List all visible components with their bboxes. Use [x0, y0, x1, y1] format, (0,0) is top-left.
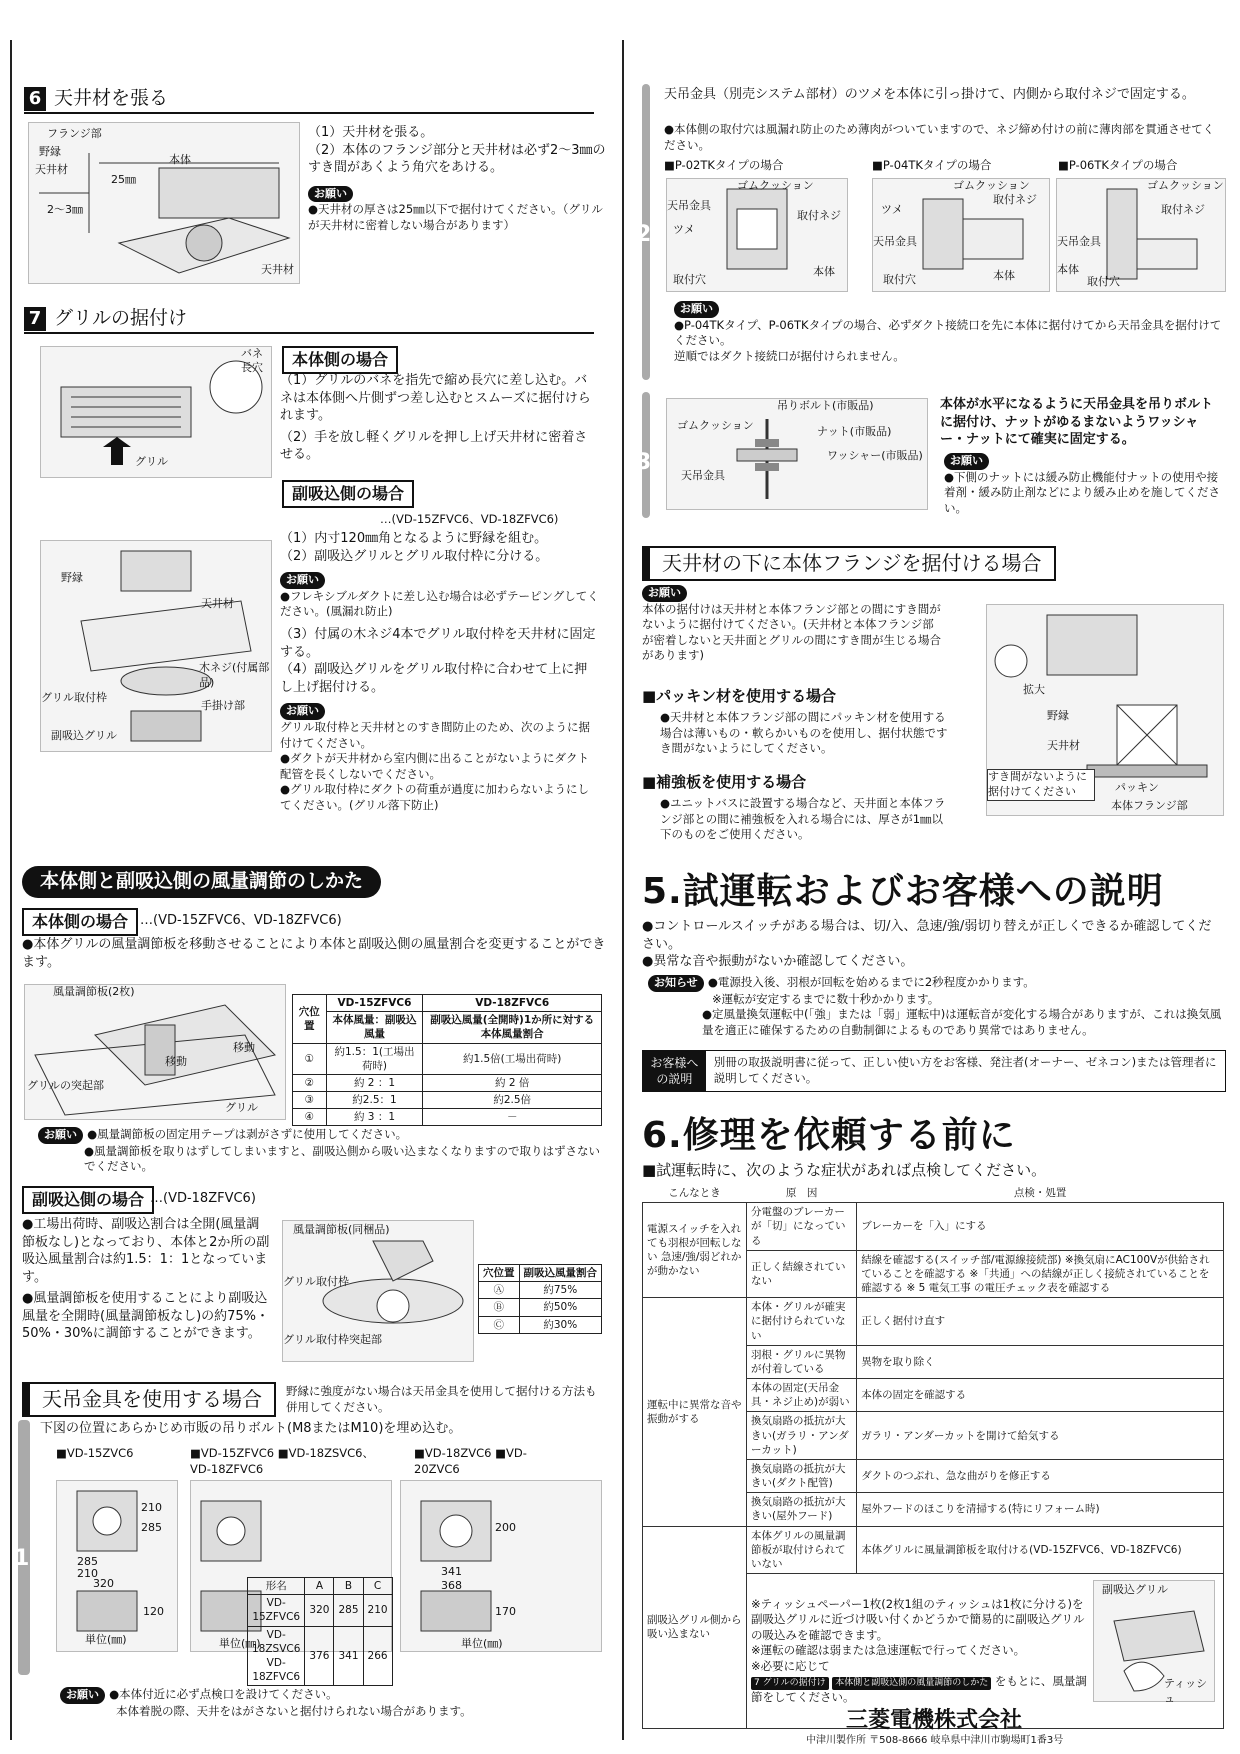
footer-address: 中津川製作所 〒508-8666 岐阜県中津川市駒場町1番3号: [806, 1735, 1064, 1746]
step2-note-line-2: 逆順ではダクト接続口が据付けられません。: [674, 348, 905, 363]
cause-cell: 換気扇路の抵抗が大きい(屋外フード): [747, 1493, 857, 1526]
symptom-cell: 電源スイッチを入れても羽根が回転しない 急速/強/弱どれかが動かない: [643, 1203, 747, 1298]
label-screw2: 取付ネジ: [993, 193, 1037, 206]
fig-label-frame-protrusion: グリル取付枠突起部: [283, 1333, 382, 1346]
ref-airflow-adjust: 本体側と副吸込側の風量調節のしかた: [832, 1677, 991, 1689]
tissue-line-3: ※必要に応じて: [751, 1658, 830, 1673]
sub-note1: ●フレキシブルダクトに差し込む場合は必ずテーピングしてください。(風漏れ防止): [280, 588, 599, 619]
fig-label-ceiling2: 天井材: [261, 263, 294, 276]
cell: A: [305, 1578, 334, 1595]
sec5-info-line-3: ●定風量換気運転中(「強」または「弱」運転中)は運転音が変化する場合がありますが、これは換気風量を適正に確保するための自動制御によるものであり異常ではありません。: [702, 1007, 1222, 1037]
label-bolt: 吊りボルト(市販品): [777, 399, 874, 412]
type-3-title: ■P-06TKタイプの場合: [1058, 158, 1178, 172]
label-body3: 本体: [1057, 263, 1079, 276]
cause-cell: 正しく結線されていない: [747, 1250, 857, 1298]
sec5-info-line-2: ※運転が安定するまでに数十秒かかります。: [712, 991, 940, 1006]
dim-341: 341: [441, 1565, 462, 1578]
sub-side-step-2: （2）副吸込グリルとグリル取付枠に分ける。: [280, 548, 549, 564]
customer-text: 別冊の取扱説明書に従って、正しい使い方をお客様、発注者(オーナー、ゼネコン)または管理者に説明してください。: [713, 1055, 1217, 1085]
cell: 約30%: [519, 1316, 602, 1333]
flange-figure: [986, 604, 1224, 816]
p04tk-figure: [872, 178, 1050, 292]
action-cell: 本体の固定を確認する: [857, 1379, 1224, 1412]
sub-note2-badge: お願い: [280, 703, 325, 720]
cell: 約 2 倍: [423, 1074, 602, 1091]
main-side-step-1: （1）グリルのバネを指先で縮め長穴に差し込む。バネは本体側へ片側ずつ差し込むとスムーズに据付けられます。: [280, 373, 591, 424]
label-rubber3: ゴムクッション: [1147, 179, 1224, 192]
airflow-col-model1-sub: 本体風量：副吸込風量: [326, 1012, 423, 1043]
label-hole3: 取付穴: [1087, 275, 1120, 288]
label-claw: ツメ: [673, 223, 695, 236]
cell: 形名: [248, 1578, 305, 1595]
cell: Ⓐ: [479, 1282, 520, 1299]
ceiling-material-figure: [28, 122, 300, 284]
airflow-main-text: ●本体グリルの風量調節板を移動させることにより本体と副吸込側の風量割合を変更することができます。: [22, 937, 606, 970]
sec6-title: 天井材を張る: [54, 87, 169, 109]
sec5-lines: [642, 918, 1224, 971]
plate-text: ●ユニットバスに設置する場合など、天井面と本体フランジ部との間に補強板を入れる場合には、厚さが1㎜以下のものをご使用ください。: [660, 796, 946, 842]
hanger-model-2: ■VD-15ZFVC6 ■VD-18ZSVC6、VD-18ZFVC6: [190, 1446, 374, 1476]
action-cell: 屋外フードのほこりを清掃する(特にリフォーム時): [857, 1493, 1224, 1526]
label-tissue: ティッシュ: [1164, 1677, 1208, 1705]
label-packing: パッキン: [1115, 781, 1159, 794]
table-row: [248, 1626, 393, 1686]
sec6-note-badge: お願い: [308, 186, 353, 203]
cell: 約2.5：1: [326, 1092, 423, 1109]
flange-heading: 天井材の下に本体フランジを据付ける場合: [642, 546, 1056, 581]
cell: C: [363, 1578, 392, 1595]
sec6-note: ●天井材の厚さは25㎜以下で据付けてください。（グリルが天井材に密着しない場合があります）: [308, 202, 603, 232]
flange-note-badge: お願い: [642, 585, 687, 602]
airflow-note-line-1: ●風量調節板の固定用テープは剥がさずに使用してください。: [87, 1127, 408, 1141]
table-row: [643, 1203, 1224, 1251]
step2-note-badge: お願い: [674, 301, 719, 318]
cause-cell: 分電盤のブレーカーが「切」になっている: [747, 1203, 857, 1251]
fig-label-spring: バネ: [241, 347, 263, 360]
cell: 約1.5倍(工場出荷時): [423, 1043, 602, 1074]
sub-note2-line-2: ●ダクトが天井材から室内側に出ることがないようにダクト配管を長くしないでください。: [280, 751, 590, 781]
sec5-line-2: ●異常な音や振動がないか確認してください。: [642, 954, 914, 970]
label-hanger: 天吊金具: [667, 199, 711, 212]
label-body2: 本体: [993, 269, 1015, 282]
cell: 約1.5：1(工場出荷時): [326, 1043, 423, 1074]
step3-figure: [666, 398, 928, 510]
label-nut: ナット(市販品): [817, 425, 892, 438]
step-1-number: 1: [14, 1546, 30, 1571]
sec6b-title: 6.修理を依頼する前に: [642, 1115, 1016, 1156]
cell: VD-18ZSVC6 VD-18ZFVC6: [248, 1626, 305, 1686]
cell: 約 2 ：1: [326, 1074, 423, 1091]
hanger-note-badge: お願い: [60, 1687, 105, 1704]
main-side-steps: [280, 372, 600, 464]
fig-label-grille-frame: グリル取付枠: [41, 691, 107, 704]
table-row: [293, 1109, 602, 1126]
sec5-info-badge: お知らせ: [648, 975, 704, 992]
cell: 376: [305, 1626, 334, 1686]
sec5-info: [648, 974, 1224, 1038]
action-cell: 本体グリルに風量調節板を取付ける(VD-15ZFVC6、VD-18ZFVC6): [857, 1526, 1224, 1574]
cell: 約 3 ：1: [326, 1109, 423, 1126]
label-rubber4: ゴムクッション: [677, 419, 754, 432]
sub-side-step-1: （1）内寸120㎜角となるように野縁を組む。: [280, 531, 548, 546]
cell: 320: [305, 1595, 334, 1626]
dim-170: 170: [495, 1605, 516, 1618]
action-cell: ダクトのつぶれ、急な曲がりを修正する: [857, 1459, 1224, 1492]
cause-cell: 本体・グリルが確実に据付けられていない: [747, 1298, 857, 1346]
step-2-number: 2: [636, 222, 652, 247]
sec7-title: グリルの据付け: [54, 307, 188, 329]
step-3-number: 3: [636, 450, 652, 475]
dim-320: 320: [93, 1577, 114, 1590]
customer-box: [642, 1050, 1226, 1092]
airflow-note: [38, 1126, 608, 1175]
cell: 210: [363, 1595, 392, 1626]
label-claw2: ツメ: [881, 203, 903, 216]
label-hanger2: 天吊金具: [873, 235, 917, 248]
dim-210b: 210: [141, 1501, 162, 1514]
sub-side-step-3: （3）付属の木ネジ4本でグリル取付枠を天井材に固定する。: [280, 626, 596, 660]
step2-note-line-1: ●P-04TKタイプ、P-06TKタイプの場合、必ずダクト接続口を先に本体に据付けてから天吊金具を据付けてください。: [674, 317, 1222, 348]
trouble-table: [642, 1184, 1224, 1729]
ref-grille-install: 7 グリルの据付け: [751, 1677, 829, 1689]
main-side-heading: 本体側の場合: [282, 346, 398, 374]
p02tk-figure: [666, 178, 848, 292]
cell: 285: [334, 1595, 363, 1626]
action-cell: 正しく据付け直す: [857, 1298, 1224, 1346]
main-side-step-2: （2）手を放し軽くグリルを押し上げ天井材に密着させる。: [280, 429, 588, 463]
action-cell: 結線を確認する(スイッチ部/電源線接続部) ※換気扇にAC100Vが供給されていることを確認する ※「共通」への結線が正しく接続されていることを確認する ※ 5 電気工事 の電圧チェック表を確認する: [857, 1250, 1224, 1298]
unit-label-3: 単位(㎜): [461, 1637, 503, 1650]
airflow-main-heading: 本体側の場合: [22, 908, 138, 936]
fig-label-damper: 風量調節板(2枚): [53, 985, 135, 998]
unit-label-2: 単位(㎜): [219, 1637, 261, 1650]
cause-cell: 本体の固定(天吊金具・ネジ止め)が弱い: [747, 1379, 857, 1412]
sub-note2-line-3: ●グリル取付枠にダクトの荷重が過度に加わらないようにしてください。(グリル落下防止): [280, 782, 590, 812]
sec6-steps: [308, 124, 608, 234]
left-margin-rule: [10, 40, 12, 1740]
hanger-model-1: ■VD-15ZVC6: [56, 1446, 134, 1460]
fig-label-move1: 移動: [165, 1055, 187, 1068]
sub-side-steps: [280, 530, 600, 813]
cell: －: [423, 1109, 602, 1126]
sec5-title: 5.試運転およびお客様への説明: [642, 871, 1164, 912]
airflow-col-model2: VD-18ZFVC6: [423, 995, 602, 1012]
sub-airflow-table: [478, 1264, 602, 1334]
dim-285: 285: [77, 1555, 98, 1568]
label-screw3: 取付ネジ: [1161, 203, 1205, 216]
fig-label-damper-sub: 風量調節板(同梱品): [293, 1223, 390, 1236]
hanger-intro: 下図の位置にあらかじめ市販の吊りボルト(M8またはM10)を埋め込む。: [40, 1421, 462, 1436]
trouble-col-action: 点検・処置: [1013, 1187, 1067, 1199]
sec6-number: 6: [24, 87, 46, 111]
step3-note-badge: お願い: [944, 453, 989, 470]
hanger-note-line-1: ●本体付近に必ず点検口を設けてください。: [109, 1687, 338, 1701]
airflow-sub-line-2: ●風量調節板を使用することにより副吸込風量を全開時(風量調節板なし)の約75%・50%・30%に調節することができます。: [22, 1291, 270, 1342]
symptom-cell: 副吸込グリル側から吸い込まない: [643, 1526, 747, 1729]
abc-table: [247, 1577, 393, 1686]
label-hole2: 取付穴: [883, 273, 916, 286]
model2-figure: [190, 1480, 392, 1684]
footer-company: 三菱電機株式会社: [846, 1708, 1023, 1733]
model1-figure: [56, 1480, 178, 1652]
sec5-info-line-1: ●電源投入後、羽根が回転を始めるまでに2秒程度かかります。: [707, 975, 1035, 989]
p06tk-figure: [1056, 178, 1226, 292]
label-ceiling4: 天井材: [1047, 739, 1080, 752]
customer-label: お客様への説明: [643, 1051, 706, 1091]
label-hole: 取付穴: [673, 273, 706, 286]
dim-120: 120: [143, 1605, 164, 1618]
airflow-note-line-2: ●風量調節板を取りはずしてしまいますと、副吸込側から吸い込まなくなりますので取りはずさないでください。: [84, 1143, 601, 1174]
cell: Ⓒ: [479, 1316, 520, 1333]
label-zoom: 拡大: [1023, 683, 1045, 696]
label-washer: ワッシャー(市販品): [827, 449, 923, 462]
table-row: [248, 1595, 393, 1626]
fig-label-gap: 2〜3㎜: [47, 203, 83, 216]
airflow-sub-text: [22, 1216, 272, 1343]
step2-note: [674, 300, 1224, 364]
sub-table-col-ratio: 副吸込風量割合: [519, 1265, 602, 1282]
step2-text: 天吊金具（別売システム部材）のツメを本体に引っ掛けて、内側から取付ネジで固定する。: [664, 87, 1195, 102]
packing-text: ●天井材と本体フランジ部の間にパッキン材を使用する場合は薄いもの・軟らかいものを使用し、据付状態ですき間がないようにしてください。: [660, 710, 948, 756]
airflow-note-badge: お願い: [38, 1127, 83, 1144]
sub-note1-badge: お願い: [280, 572, 325, 589]
cause-cell: 換気扇路の抵抗が大きい(ガラリ・アンダーカット): [747, 1412, 857, 1460]
sub-side-heading: 副吸込側の場合: [282, 480, 414, 508]
trouble-col-cause: 原 因: [785, 1187, 818, 1199]
fig-label-ceiling: 天井材: [35, 163, 68, 176]
tissue-line-4: をもとに、風量調節をしてください。: [751, 1674, 1087, 1704]
table-row: [479, 1282, 602, 1299]
flange-note: [642, 584, 942, 664]
tissue-text: [751, 1597, 1091, 1706]
action-cell: ガラリ・アンダーカットを開けて給気する: [857, 1412, 1224, 1460]
sec5-line-1: ●コントロールスイッチがある場合は、切/入、急速/強/弱切り替えが正しくできるか確認してください。: [642, 919, 1212, 952]
packing-heading: ■パッキン材を使用する場合: [642, 687, 837, 705]
label-noburi3: 野縁: [1047, 709, 1069, 722]
sec7-number: 7: [24, 307, 46, 331]
sec6b-lead: ■試運転時に、次のような症状があれば点検してください。: [642, 1161, 1047, 1179]
cause-cell: 換気扇路の抵抗が大きい(ダクト配管): [747, 1459, 857, 1492]
dim-210: 210: [77, 1567, 98, 1580]
label-sub-grille2: 副吸込グリル: [1102, 1583, 1168, 1597]
cell: 約2.5倍: [423, 1092, 602, 1109]
hanger-model-3: ■VD-18ZVC6 ■VD-20ZVC6: [414, 1446, 527, 1476]
sec6-step-2: （2）本体のフランジ部分と天井材は必ず2〜3㎜のすき間があくよう角穴をあける。: [308, 142, 606, 176]
step2-sub: ●本体側の取付穴は風漏れ防止のため薄肉がついていますので、ネジ締め付けの前に薄肉部を貫通させてください。: [664, 122, 1215, 152]
cause-cell: 本体グリルの風量調節板が取付けられていない: [747, 1526, 857, 1574]
sec7-heading: [24, 306, 594, 334]
table-row: [479, 1299, 602, 1316]
cell: B: [334, 1578, 363, 1595]
sub-grille-figure: [40, 540, 272, 752]
tissue-line-1: ※ティッシュペーパー1枚(2枚1組のティッシュは1枚に分ける)を副吸込グリルに近づけ吸い付くかどうかで簡易的に副吸込グリルの吸込みを確認できます。: [751, 1596, 1085, 1642]
table-row: [479, 1316, 602, 1333]
cell: 約50%: [519, 1299, 602, 1316]
fig-label-noburi: 野縁: [39, 145, 61, 158]
fig-label-grille-protrusion: グリルの突起部: [27, 1079, 104, 1092]
dim-200: 200: [495, 1521, 516, 1534]
label-hanger4: 天吊金具: [681, 469, 725, 482]
cell: ④: [293, 1109, 327, 1126]
label-no-gap: すき間がないように据付けてください: [987, 769, 1095, 801]
dim-368: 368: [441, 1579, 462, 1592]
table-row: [293, 1092, 602, 1109]
trouble-col-when: こんなとき: [668, 1187, 721, 1199]
label-body: 本体: [813, 265, 835, 278]
airflow-main-models: …(VD-15ZFVC6、VD-18ZFVC6): [140, 913, 342, 928]
damper-figure: [24, 984, 286, 1120]
sub-damper-figure: [282, 1220, 474, 1362]
step3-text: 本体が水平になるように天吊金具を吊りボルトに据付け、ナットがゆるまないようワッシャー・ナットにて確実に固定する。: [940, 397, 1214, 448]
model3-diagram: [401, 1481, 601, 1651]
hanger-note: [60, 1686, 600, 1719]
sub-side-models: …(VD-15ZFVC6、VD-18ZFVC6): [380, 512, 559, 526]
step3-note-text: ●下側のナットには緩み防止機能付ナットの使用や接着剤・緩み防止剤などにより緩み止めを施してください。: [944, 469, 1220, 515]
sec6-heading: [24, 86, 594, 114]
airflow-sub-models: …(VD-18ZFVC6): [150, 1191, 256, 1206]
table-row: [643, 1298, 1224, 1346]
plate-heading: ■補強板を使用する場合: [642, 773, 807, 791]
label-rubber: ゴムクッション: [737, 179, 814, 192]
column-divider: [622, 40, 624, 1740]
fig-label-grille-frame2: グリル取付枠: [283, 1275, 349, 1288]
unit-label-1: 単位(㎜): [85, 1633, 127, 1646]
fig-label-ceiling3: 天井材: [201, 597, 234, 610]
fig-label-wood-screw: 木ネジ(付属部品): [199, 661, 270, 689]
fig-label-grille: グリル: [135, 455, 168, 468]
label-rubber2: ゴムクッション: [953, 179, 1030, 192]
airflow-table: [292, 994, 602, 1126]
fig-label-move2: 移動: [233, 1041, 255, 1054]
type-2-title: ■P-04TKタイプの場合: [872, 158, 992, 172]
table-row: [293, 1043, 602, 1074]
cell: VD-15ZFVC6: [248, 1595, 305, 1626]
airflow-heading: 本体側と副吸込側の風量調節のしかた: [22, 866, 381, 898]
sub-note2-line-1: グリル取付枠と天井材とのすき間防止のため、次のように据付けてください。: [280, 720, 591, 750]
hanger-side-note: 野縁に強度がない場合は天吊金具を使用して据付ける方法も併用してください。: [286, 1384, 597, 1414]
action-cell: 異物を取り除く: [857, 1345, 1224, 1378]
fig-label-body: 本体: [169, 153, 191, 166]
fig-label-25mm: 25㎜: [111, 173, 136, 186]
sub-table-col-hole: 穴位置: [479, 1265, 520, 1282]
fig-label-noburi2: 野縁: [61, 571, 83, 584]
flange-note-text: 本体の据付けは天井材と本体フランジ部との間にすき間がないように据付けてください。(天井材と本体フランジ部が密着しないと天井面とグリルの間にすき間が生じる場合があります): [642, 601, 941, 663]
airflow-col-model1: VD-15ZFVC6: [326, 995, 423, 1012]
airflow-col-model2-sub: 副吸込風量(全開時)1か所に対する本体風量割合: [423, 1012, 602, 1043]
tissue-figure: [1093, 1580, 1215, 1705]
symptom-cell: 運転中に異常な音や振動がする: [643, 1298, 747, 1526]
tissue-line-2: ※運転の確認は弱または急速運転で行ってください。: [751, 1643, 1026, 1658]
fig-label-sub-grille: 副吸込グリル: [51, 729, 117, 742]
label-flange: 本体フランジ部: [1111, 799, 1188, 812]
step3-note: [944, 452, 1224, 516]
fig-label-handle: 手掛け部: [201, 699, 245, 712]
sec6-step-1: （1）天井材を張る。: [308, 125, 434, 140]
cell: Ⓑ: [479, 1299, 520, 1316]
label-hanger3: 天吊金具: [1057, 235, 1101, 248]
fig-label-slot: 長穴: [241, 361, 263, 374]
table-row: [293, 1074, 602, 1091]
action-cell: ブレーカーを「入」にする: [857, 1203, 1224, 1251]
grille-spring-figure: [40, 346, 272, 478]
dim-285b: 285: [141, 1521, 162, 1534]
table-row: [643, 1526, 1224, 1574]
cell: 266: [363, 1626, 392, 1686]
cell: ①: [293, 1043, 327, 1074]
hanger-note-line-2: 本体着脱の際、天井をはがさないと据付けられない場合があります。: [116, 1703, 472, 1718]
airflow-sub-heading: 副吸込側の場合: [22, 1186, 154, 1214]
sub-side-step-4: （4）副吸込グリルをグリル取付枠に合わせて上に押し上げ据付ける。: [280, 662, 588, 695]
airflow-sub-line-1: ●工場出荷時、副吸込割合は全開(風量調節板なし)となっており、本体と2か所の副吸込風量割合は約1.5：1：1となっています。: [22, 1217, 270, 1285]
cell: 約75%: [519, 1282, 602, 1299]
cell: 341: [334, 1626, 363, 1686]
label-screw: 取付ネジ: [797, 209, 841, 222]
airflow-col-hole: 穴位置: [293, 995, 327, 1044]
cell: ③: [293, 1092, 327, 1109]
type-1-title: ■P-02TKタイプの場合: [664, 158, 784, 172]
fig-label-grille2: グリル: [225, 1101, 258, 1114]
cell: ②: [293, 1074, 327, 1091]
hanger-heading: 天吊金具を使用する場合: [22, 1382, 276, 1417]
model3-figure: [400, 1480, 602, 1652]
fig-label-flange: フランジ部: [47, 127, 102, 140]
cause-cell: 羽根・グリルに異物が付着している: [747, 1345, 857, 1378]
